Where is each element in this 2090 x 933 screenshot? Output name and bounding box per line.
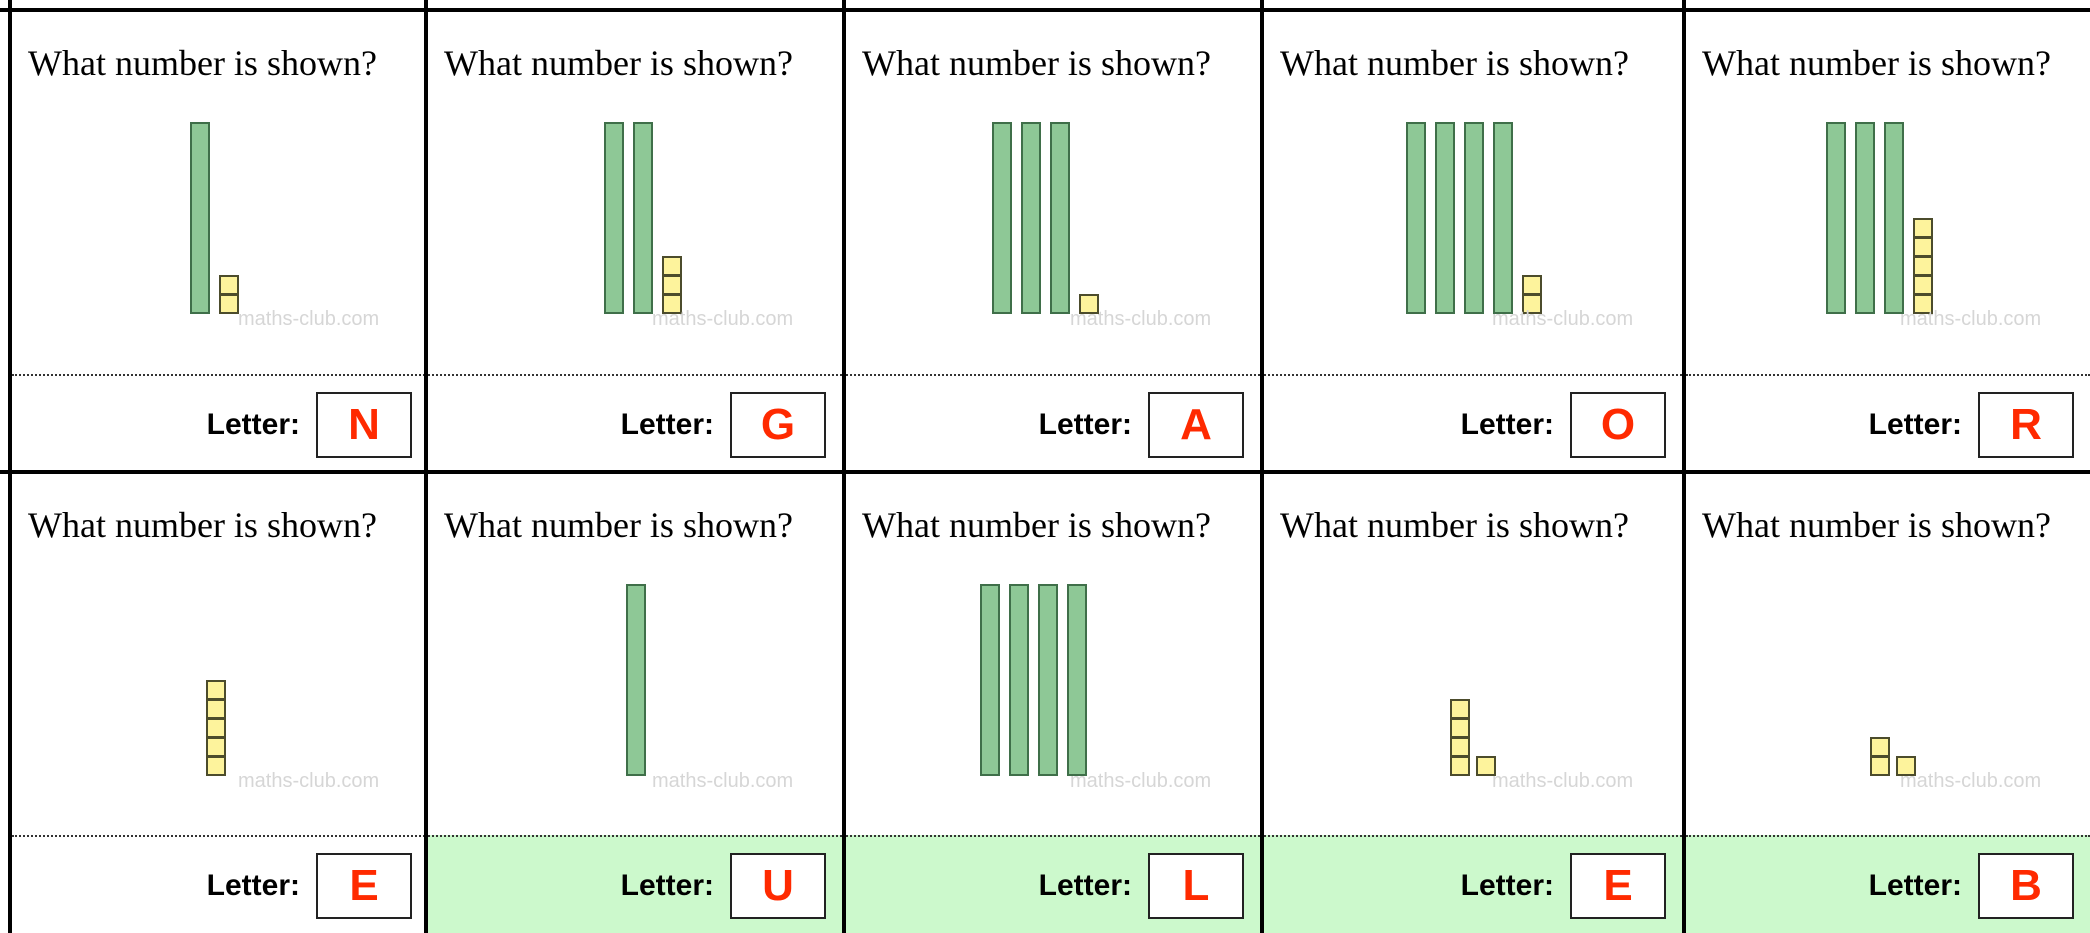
ten-rod bbox=[1406, 122, 1426, 314]
unit-cube bbox=[1913, 218, 1933, 238]
letter-label: Letter: bbox=[620, 869, 714, 902]
unit-cube bbox=[1450, 756, 1470, 776]
ten-rod bbox=[1855, 122, 1875, 314]
letter-answer-box[interactable]: B bbox=[1978, 853, 2074, 919]
watermark: maths-club.com bbox=[1070, 770, 1212, 792]
question-card bbox=[428, 12, 842, 472]
ten-rod bbox=[1435, 122, 1455, 314]
letter-footer bbox=[428, 835, 842, 933]
unit-cube bbox=[1450, 718, 1470, 738]
ten-rod bbox=[1021, 122, 1041, 314]
unit-cube bbox=[1522, 275, 1542, 295]
watermark: maths-club.com bbox=[238, 308, 380, 330]
question-text: What number is shown? bbox=[444, 43, 793, 83]
question-text: What number is shown? bbox=[1702, 505, 2051, 545]
watermark: maths-club.com bbox=[238, 770, 380, 792]
ten-rod bbox=[980, 584, 1000, 776]
letter-footer bbox=[12, 374, 428, 472]
letter-answer-box[interactable]: U bbox=[730, 853, 826, 919]
letter-label: Letter: bbox=[1868, 408, 1962, 441]
question-text: What number is shown? bbox=[862, 43, 1211, 83]
unit-cube bbox=[1450, 699, 1470, 719]
watermark: maths-club.com bbox=[1900, 770, 2042, 792]
grid-divider bbox=[0, 8, 2090, 12]
ten-rod bbox=[633, 122, 653, 314]
watermark: maths-club.com bbox=[1492, 770, 1634, 792]
letter-answer-box[interactable]: R bbox=[1978, 392, 2074, 458]
watermark: maths-club.com bbox=[1492, 308, 1634, 330]
question-card bbox=[1264, 12, 1682, 472]
grid-divider bbox=[1682, 0, 1686, 933]
unit-cube bbox=[1870, 737, 1890, 757]
watermark: maths-club.com bbox=[652, 770, 794, 792]
unit-cube bbox=[1913, 237, 1933, 257]
watermark: maths-club.com bbox=[1900, 308, 2042, 330]
ten-rod bbox=[604, 122, 624, 314]
question-card bbox=[12, 12, 428, 472]
question-card bbox=[846, 474, 1260, 933]
question-text: What number is shown? bbox=[1280, 505, 1629, 545]
grid-divider bbox=[1260, 0, 1264, 933]
ten-rod bbox=[1050, 122, 1070, 314]
question-text: What number is shown? bbox=[28, 505, 377, 545]
question-card bbox=[428, 474, 842, 933]
ten-rod bbox=[626, 584, 646, 776]
letter-answer-box[interactable]: N bbox=[316, 392, 412, 458]
letter-footer bbox=[1686, 374, 2090, 472]
letter-label: Letter: bbox=[1038, 869, 1132, 902]
ten-rod bbox=[1038, 584, 1058, 776]
question-card bbox=[1686, 12, 2090, 472]
letter-answer-box[interactable]: A bbox=[1148, 392, 1244, 458]
letter-footer bbox=[846, 835, 1260, 933]
letter-label: Letter: bbox=[1038, 408, 1132, 441]
unit-cube bbox=[1913, 275, 1933, 295]
unit-cube bbox=[206, 756, 226, 776]
grid-divider bbox=[8, 0, 12, 933]
letter-label: Letter: bbox=[1460, 869, 1554, 902]
unit-cube bbox=[219, 275, 239, 295]
letter-label: Letter: bbox=[1460, 408, 1554, 441]
ten-rod bbox=[992, 122, 1012, 314]
question-text: What number is shown? bbox=[1280, 43, 1629, 83]
question-text: What number is shown? bbox=[1702, 43, 2051, 83]
letter-footer bbox=[1264, 835, 1682, 933]
letter-answer-box[interactable]: L bbox=[1148, 853, 1244, 919]
letter-answer-box[interactable]: O bbox=[1570, 392, 1666, 458]
watermark: maths-club.com bbox=[1070, 308, 1212, 330]
unit-cube bbox=[1450, 737, 1470, 757]
letter-label: Letter: bbox=[1868, 869, 1962, 902]
ten-rod bbox=[1009, 584, 1029, 776]
letter-answer-box[interactable]: E bbox=[1570, 853, 1666, 919]
letter-footer bbox=[1264, 374, 1682, 472]
unit-cube bbox=[206, 737, 226, 757]
watermark: maths-club.com bbox=[652, 308, 794, 330]
ten-rod bbox=[190, 122, 210, 314]
ten-rod bbox=[1884, 122, 1904, 314]
question-text: What number is shown? bbox=[862, 505, 1211, 545]
question-text: What number is shown? bbox=[28, 43, 377, 83]
grid-divider bbox=[424, 0, 428, 933]
unit-cube bbox=[1870, 756, 1890, 776]
ten-rod bbox=[1464, 122, 1484, 314]
grid-divider bbox=[0, 470, 2090, 474]
grid-divider bbox=[842, 0, 846, 933]
question-text: What number is shown? bbox=[444, 505, 793, 545]
letter-label: Letter: bbox=[620, 408, 714, 441]
letter-footer bbox=[12, 835, 428, 933]
ten-rod bbox=[1493, 122, 1513, 314]
unit-cube bbox=[662, 275, 682, 295]
ten-rod bbox=[1067, 584, 1087, 776]
letter-answer-box[interactable]: G bbox=[730, 392, 826, 458]
letter-label: Letter: bbox=[206, 869, 300, 902]
letter-footer bbox=[846, 374, 1260, 472]
unit-cube bbox=[206, 680, 226, 700]
unit-cube bbox=[206, 718, 226, 738]
unit-cube bbox=[206, 699, 226, 719]
unit-cube bbox=[1913, 256, 1933, 276]
unit-cube bbox=[662, 256, 682, 276]
letter-footer bbox=[1686, 835, 2090, 933]
ten-rod bbox=[1826, 122, 1846, 314]
unit-cube bbox=[219, 294, 239, 314]
letter-footer bbox=[428, 374, 842, 472]
question-card bbox=[846, 12, 1260, 472]
question-card bbox=[12, 474, 428, 933]
question-card bbox=[1264, 474, 1682, 933]
question-card bbox=[1686, 474, 2090, 933]
letter-answer-box[interactable]: E bbox=[316, 853, 412, 919]
letter-label: Letter: bbox=[206, 408, 300, 441]
